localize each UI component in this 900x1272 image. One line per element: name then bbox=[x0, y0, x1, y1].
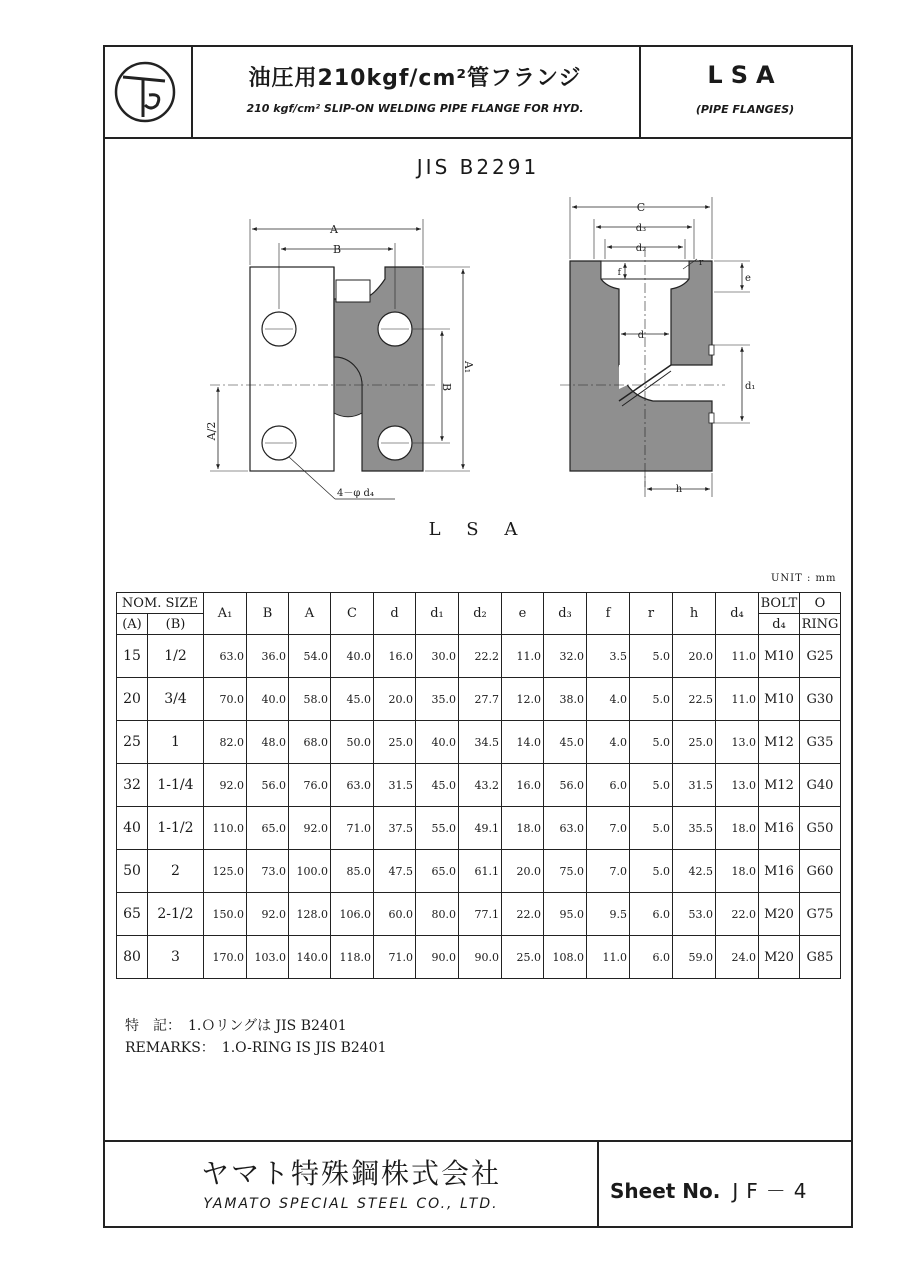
table-row bbox=[117, 936, 841, 979]
table-cell: 65.0 bbox=[247, 807, 289, 850]
table-cell: 5.0 bbox=[630, 721, 673, 764]
table-cell: 3 bbox=[147, 936, 203, 979]
remarks-en: REMARKS： 1.O-RING IS JIS B2401 bbox=[125, 1040, 387, 1056]
table-cell: 48.0 bbox=[247, 721, 289, 764]
table-cell: 58.0 bbox=[289, 678, 331, 721]
table-cell: 40.0 bbox=[416, 721, 459, 764]
english-title: 210 kgf/cm² SLIP-ON WELDING PIPE FLANGE FOR HYD. bbox=[246, 102, 584, 115]
table-cell: 54.0 bbox=[289, 635, 331, 678]
table-cell: 92.0 bbox=[204, 764, 247, 807]
table-cell: M20 bbox=[759, 936, 800, 979]
table-cell: 45.0 bbox=[416, 764, 459, 807]
table-cell: G35 bbox=[800, 721, 841, 764]
table-cell: 31.5 bbox=[673, 764, 716, 807]
table-cell: 20.0 bbox=[502, 850, 544, 893]
table-cell: 20.0 bbox=[673, 635, 716, 678]
table-cell: 1-1/4 bbox=[147, 764, 203, 807]
sheet-number-label: Sheet No. bbox=[610, 1179, 721, 1203]
company-cell bbox=[105, 1142, 599, 1228]
table-cell: 18.0 bbox=[502, 807, 544, 850]
dim-d-label: d bbox=[637, 330, 645, 341]
table-row bbox=[117, 678, 841, 721]
table-row bbox=[117, 893, 841, 936]
table-cell: 25.0 bbox=[502, 936, 544, 979]
col-header: C bbox=[331, 593, 374, 635]
table-cell: 25.0 bbox=[673, 721, 716, 764]
table-cell: 59.0 bbox=[673, 936, 716, 979]
table-cell: G75 bbox=[800, 893, 841, 936]
table-cell: 40.0 bbox=[247, 678, 289, 721]
table-cell: 22.2 bbox=[459, 635, 502, 678]
section-view bbox=[560, 197, 750, 497]
table-cell: 25.0 bbox=[374, 721, 416, 764]
nom-size-a-header: (A) bbox=[117, 614, 148, 635]
table-cell: 40 bbox=[117, 807, 148, 850]
col-header: d bbox=[374, 593, 416, 635]
table-cell: 18.0 bbox=[716, 850, 759, 893]
table-cell: 110.0 bbox=[204, 807, 247, 850]
col-header: r bbox=[630, 593, 673, 635]
table-cell: 42.5 bbox=[673, 850, 716, 893]
dim-a-label: A bbox=[330, 223, 338, 236]
table-cell: 20 bbox=[117, 678, 148, 721]
table-cell: 32.0 bbox=[544, 635, 587, 678]
table-cell: 22.5 bbox=[673, 678, 716, 721]
table-cell: 12.0 bbox=[502, 678, 544, 721]
table-cell: 95.0 bbox=[544, 893, 587, 936]
table-cell: 13.0 bbox=[716, 721, 759, 764]
table-cell: 36.0 bbox=[247, 635, 289, 678]
col-header: d₄ bbox=[716, 593, 759, 635]
table-cell: M10 bbox=[759, 678, 800, 721]
bolt-hole-label: 4－φ d₄ bbox=[337, 488, 374, 499]
table-cell: 5.0 bbox=[630, 678, 673, 721]
table-cell: 11.0 bbox=[502, 635, 544, 678]
table-cell: M12 bbox=[759, 764, 800, 807]
table-cell: 6.0 bbox=[630, 893, 673, 936]
table-cell: 45.0 bbox=[544, 721, 587, 764]
nom-size-b-header: (B) bbox=[147, 614, 203, 635]
table-cell: G85 bbox=[800, 936, 841, 979]
front-view bbox=[210, 219, 470, 499]
table-cell: 5.0 bbox=[630, 850, 673, 893]
dim-c-label: C bbox=[636, 201, 646, 214]
col-header: d₁ bbox=[416, 593, 459, 635]
table-cell: 4.0 bbox=[587, 678, 630, 721]
table-cell: G25 bbox=[800, 635, 841, 678]
table-cell: 76.0 bbox=[289, 764, 331, 807]
table-cell: 63.0 bbox=[204, 635, 247, 678]
table-cell: 70.0 bbox=[204, 678, 247, 721]
table-cell: 63.0 bbox=[544, 807, 587, 850]
dim-r-label: r bbox=[699, 258, 704, 268]
col-header: d₂ bbox=[459, 593, 502, 635]
table-cell: 170.0 bbox=[204, 936, 247, 979]
table-cell: M16 bbox=[759, 807, 800, 850]
dim-a-half-label: A/2 bbox=[205, 421, 218, 441]
table-cell: 85.0 bbox=[331, 850, 374, 893]
table-cell: G60 bbox=[800, 850, 841, 893]
table-cell: M10 bbox=[759, 635, 800, 678]
table-cell: 61.1 bbox=[459, 850, 502, 893]
col-header: A₁ bbox=[204, 593, 247, 635]
table-cell: M16 bbox=[759, 850, 800, 893]
table-cell: 6.0 bbox=[587, 764, 630, 807]
table-cell: 45.0 bbox=[331, 678, 374, 721]
table-cell: 1/2 bbox=[147, 635, 203, 678]
remarks bbox=[125, 1015, 387, 1059]
table-cell: G50 bbox=[800, 807, 841, 850]
table-cell: 14.0 bbox=[502, 721, 544, 764]
table-cell: 4.0 bbox=[587, 721, 630, 764]
table-cell: 20.0 bbox=[374, 678, 416, 721]
oring-header: O bbox=[800, 593, 841, 614]
table-cell: 2-1/2 bbox=[147, 893, 203, 936]
footer-block bbox=[105, 1140, 851, 1228]
drawing-sheet bbox=[103, 45, 853, 1228]
table-cell: 6.0 bbox=[630, 936, 673, 979]
table-cell: 35.0 bbox=[416, 678, 459, 721]
table-cell: 128.0 bbox=[289, 893, 331, 936]
table-cell: 118.0 bbox=[331, 936, 374, 979]
table-cell: 35.5 bbox=[673, 807, 716, 850]
table-cell: 65 bbox=[117, 893, 148, 936]
table-cell: 65.0 bbox=[416, 850, 459, 893]
bolt-sub-header: d₄ bbox=[759, 614, 800, 635]
table-cell: 1-1/2 bbox=[147, 807, 203, 850]
table-cell: 77.1 bbox=[459, 893, 502, 936]
table-cell: 1 bbox=[147, 721, 203, 764]
product-category: (PIPE FLANGES) bbox=[695, 103, 795, 116]
table-cell: 31.5 bbox=[374, 764, 416, 807]
table-cell: 55.0 bbox=[416, 807, 459, 850]
col-header: h bbox=[673, 593, 716, 635]
table-row bbox=[117, 635, 841, 678]
table-cell: 38.0 bbox=[544, 678, 587, 721]
table-cell: 5.0 bbox=[630, 764, 673, 807]
table-cell: 60.0 bbox=[374, 893, 416, 936]
table-cell: 43.2 bbox=[459, 764, 502, 807]
drawing-label: L S A bbox=[428, 519, 528, 540]
japanese-title: 油圧用210kgf/cm²管フランジ bbox=[248, 66, 582, 91]
table-cell: 37.5 bbox=[374, 807, 416, 850]
table-cell: 90.0 bbox=[459, 936, 502, 979]
table-cell: 32 bbox=[117, 764, 148, 807]
table-cell: 9.5 bbox=[587, 893, 630, 936]
table-cell: 47.5 bbox=[374, 850, 416, 893]
table-cell: 140.0 bbox=[289, 936, 331, 979]
dim-a1-label: A₁ bbox=[462, 360, 475, 374]
table-cell: 40.0 bbox=[331, 635, 374, 678]
table-cell: 25 bbox=[117, 721, 148, 764]
flange-drawings bbox=[105, 47, 851, 517]
table-cell: 100.0 bbox=[289, 850, 331, 893]
dimension-table bbox=[116, 592, 841, 979]
table-cell: 18.0 bbox=[716, 807, 759, 850]
table-cell: 7.0 bbox=[587, 850, 630, 893]
table-cell: 92.0 bbox=[289, 807, 331, 850]
table-cell: 75.0 bbox=[544, 850, 587, 893]
table-cell: 15 bbox=[117, 635, 148, 678]
table-cell: 56.0 bbox=[247, 764, 289, 807]
table-cell: 2 bbox=[147, 850, 203, 893]
col-header: d₃ bbox=[544, 593, 587, 635]
table-cell: 16.0 bbox=[374, 635, 416, 678]
table-cell: G40 bbox=[800, 764, 841, 807]
table-cell: 150.0 bbox=[204, 893, 247, 936]
table-cell: 63.0 bbox=[331, 764, 374, 807]
col-header: f bbox=[587, 593, 630, 635]
table-row bbox=[117, 850, 841, 893]
table-cell: 3/4 bbox=[147, 678, 203, 721]
dim-h-label: h bbox=[675, 484, 683, 495]
table-cell: 73.0 bbox=[247, 850, 289, 893]
table-cell: 11.0 bbox=[587, 936, 630, 979]
table-cell: 11.0 bbox=[716, 635, 759, 678]
dim-b-vertical-label: B bbox=[440, 382, 453, 392]
nom-size-header: NOM. SIZE bbox=[117, 593, 204, 614]
table-cell: 49.1 bbox=[459, 807, 502, 850]
table-cell: 5.0 bbox=[630, 807, 673, 850]
table-cell: 90.0 bbox=[416, 936, 459, 979]
table-cell: 106.0 bbox=[331, 893, 374, 936]
table-cell: 13.0 bbox=[716, 764, 759, 807]
table-row bbox=[117, 721, 841, 764]
dim-f-label: f bbox=[617, 268, 621, 278]
table-cell: 108.0 bbox=[544, 936, 587, 979]
remarks-jp: 特 記： 1.Ｏリングは JIS B2401 bbox=[125, 1018, 347, 1034]
standard-number: JIS B2291 bbox=[416, 155, 540, 179]
oring-sub-header: RING bbox=[800, 614, 841, 635]
table-cell: G30 bbox=[800, 678, 841, 721]
table-cell: 68.0 bbox=[289, 721, 331, 764]
dim-e-label: e bbox=[745, 273, 751, 284]
table-cell: 16.0 bbox=[502, 764, 544, 807]
table-cell: 24.0 bbox=[716, 936, 759, 979]
table-cell: 53.0 bbox=[673, 893, 716, 936]
table-cell: 50 bbox=[117, 850, 148, 893]
table-cell: 3.5 bbox=[587, 635, 630, 678]
table-cell: 80.0 bbox=[416, 893, 459, 936]
table-cell: 5.0 bbox=[630, 635, 673, 678]
table-cell: M12 bbox=[759, 721, 800, 764]
table-cell: 92.0 bbox=[247, 893, 289, 936]
table-cell: 27.7 bbox=[459, 678, 502, 721]
table-cell: M20 bbox=[759, 893, 800, 936]
table-cell: 71.0 bbox=[374, 936, 416, 979]
unit-label: UNIT : mm bbox=[771, 573, 837, 584]
table-cell: 125.0 bbox=[204, 850, 247, 893]
table-cell: 22.0 bbox=[502, 893, 544, 936]
col-header: A bbox=[289, 593, 331, 635]
bolt-header: BOLT bbox=[759, 593, 800, 614]
table-cell: 22.0 bbox=[716, 893, 759, 936]
dim-d3-label: d₃ bbox=[635, 223, 647, 234]
table-cell: 30.0 bbox=[416, 635, 459, 678]
table-header-row bbox=[117, 593, 841, 614]
table-cell: 34.5 bbox=[459, 721, 502, 764]
table-row bbox=[117, 764, 841, 807]
col-header: B bbox=[247, 593, 289, 635]
table-row bbox=[117, 807, 841, 850]
company-name-en: YAMATO SPECIAL STEEL CO., LTD. bbox=[203, 1196, 499, 1212]
table-cell: 80 bbox=[117, 936, 148, 979]
company-name-jp: ヤマト特殊鋼株式会社 bbox=[200, 1157, 501, 1190]
table-cell: 7.0 bbox=[587, 807, 630, 850]
dim-d1-label: d₁ bbox=[745, 381, 756, 392]
table-cell: 103.0 bbox=[247, 936, 289, 979]
table-cell: 11.0 bbox=[716, 678, 759, 721]
col-header: e bbox=[502, 593, 544, 635]
table-cell: 56.0 bbox=[544, 764, 587, 807]
table-cell: 82.0 bbox=[204, 721, 247, 764]
sheet-number-value: JF－4 bbox=[732, 1179, 815, 1203]
sheet-number bbox=[610, 1175, 815, 1204]
table-cell: 71.0 bbox=[331, 807, 374, 850]
dim-b-label: B bbox=[332, 243, 342, 256]
dim-d2-label: d₂ bbox=[635, 243, 647, 254]
product-code: LSA bbox=[707, 61, 783, 89]
table-cell: 50.0 bbox=[331, 721, 374, 764]
